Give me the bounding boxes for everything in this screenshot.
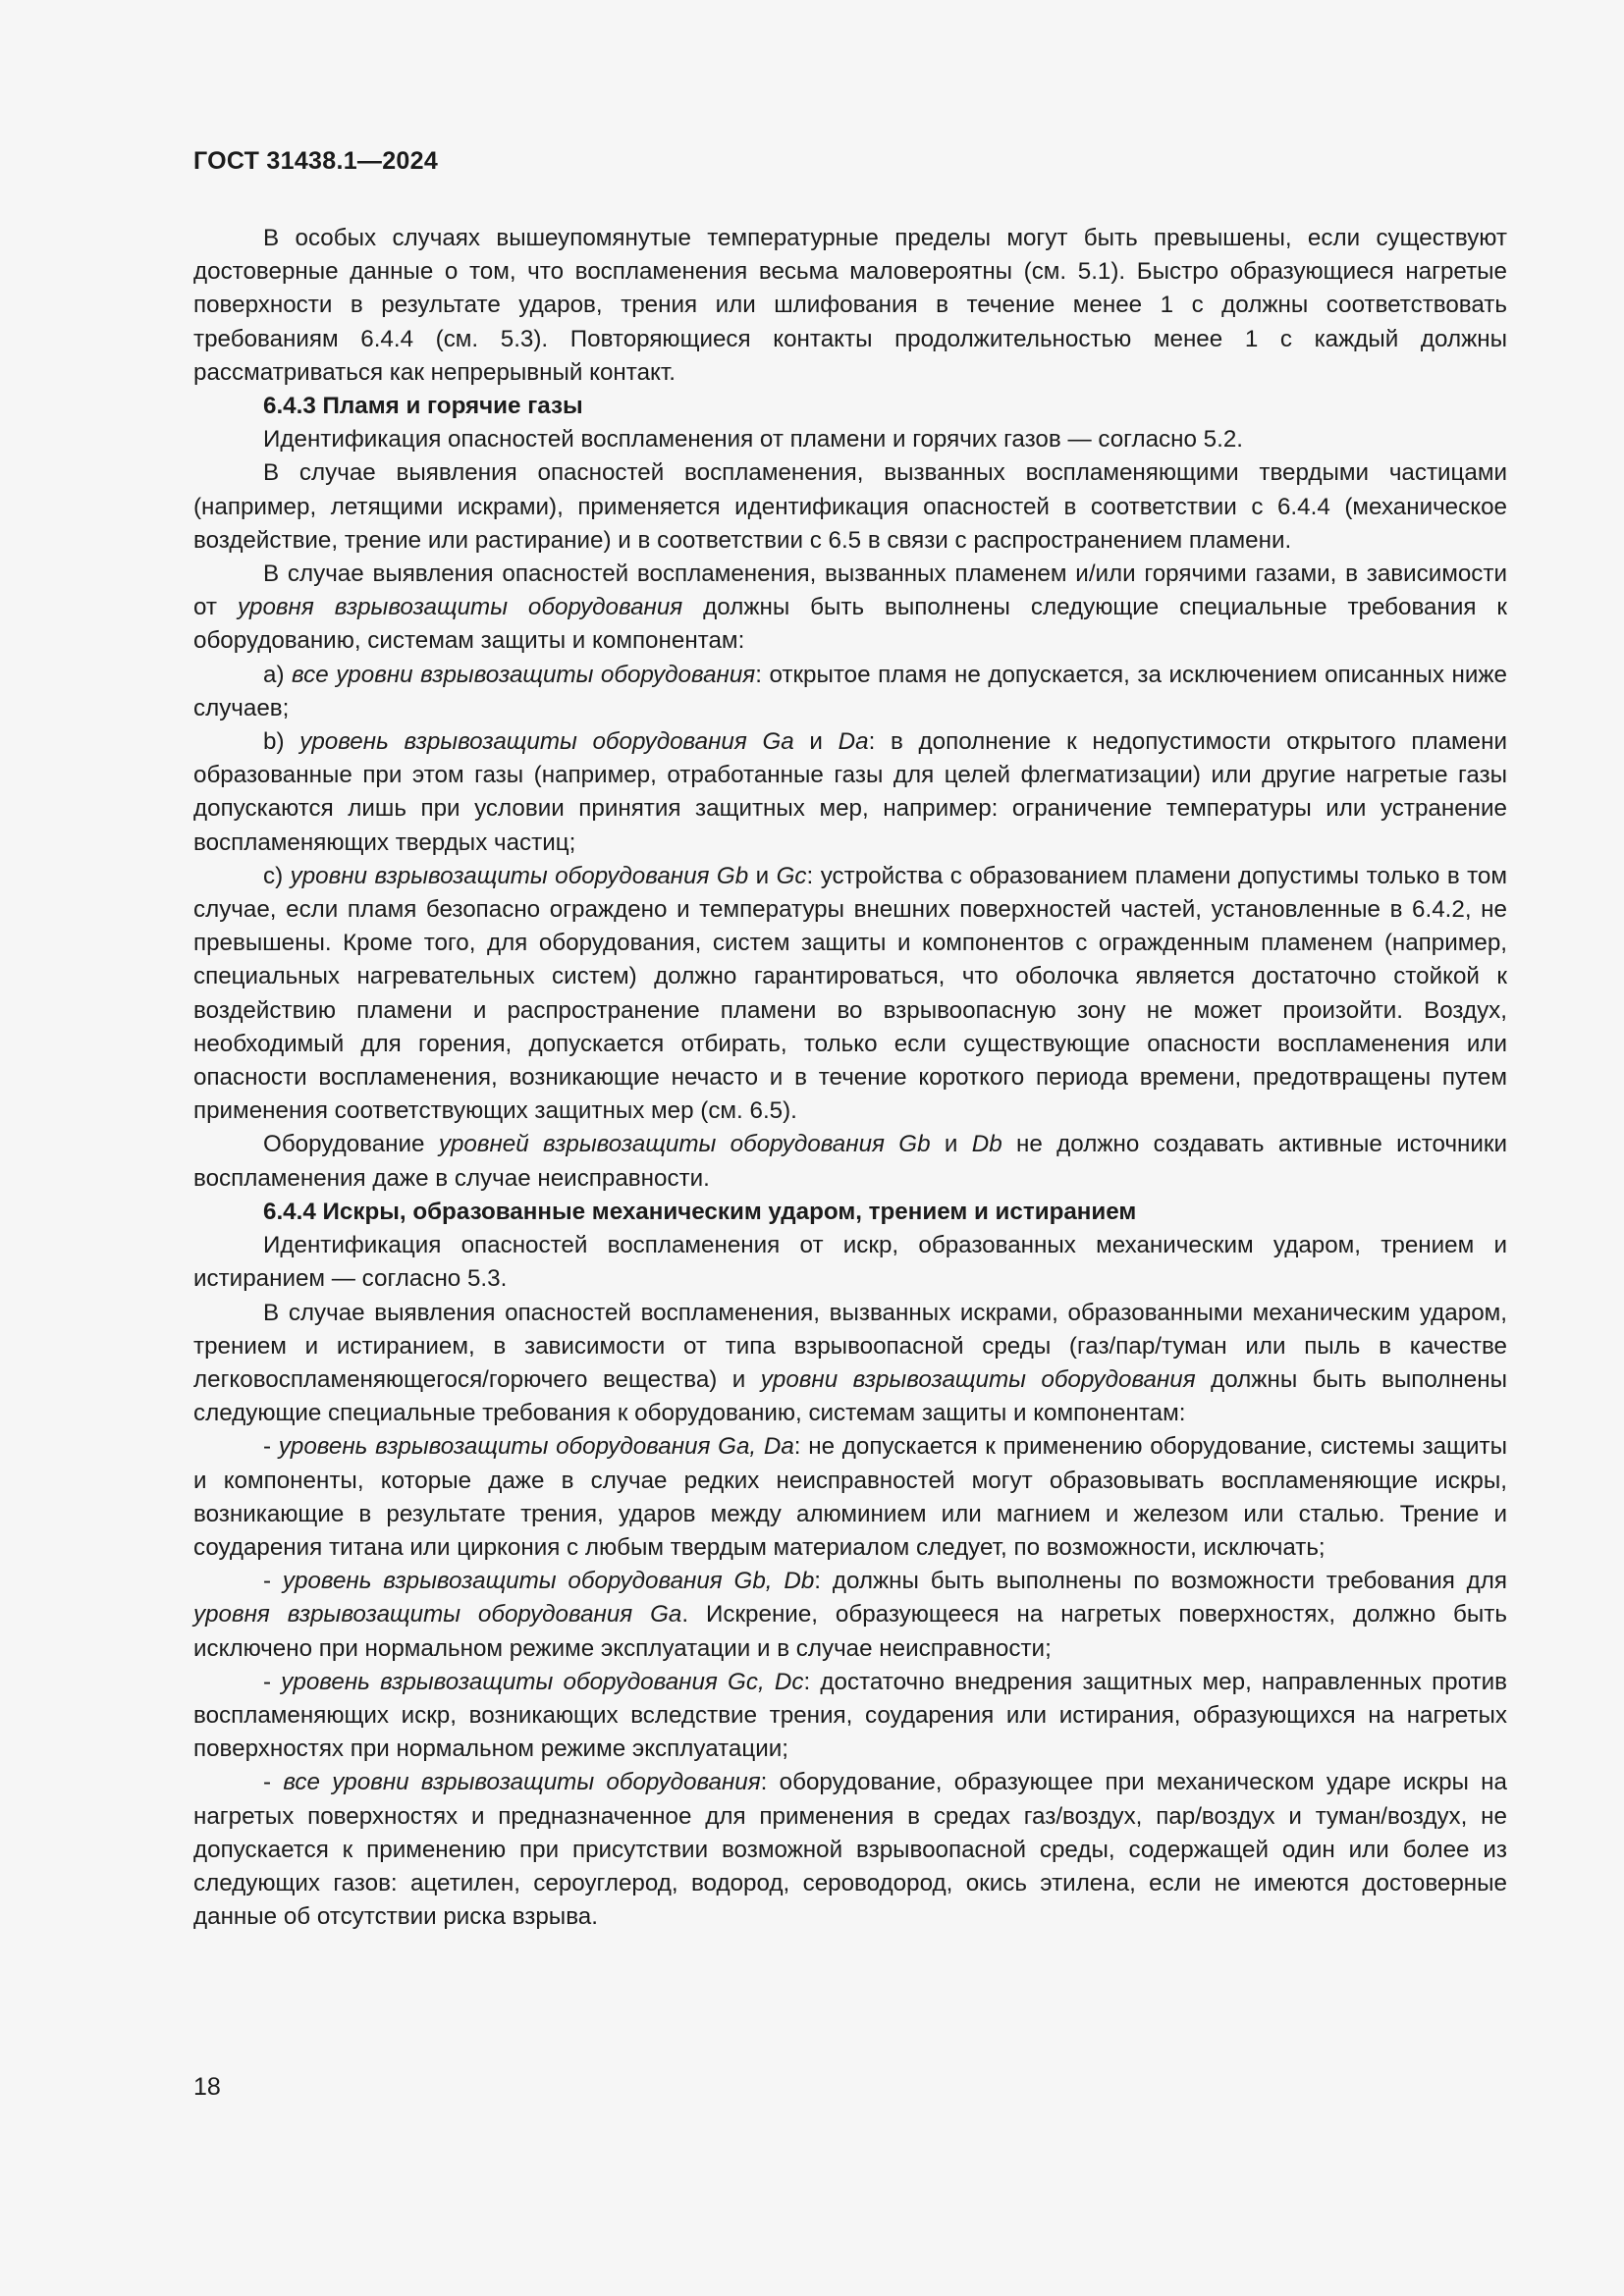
emphasis-text: уровень взрывозащиты оборудования Gb, Db: [282, 1568, 815, 1595]
paragraph-text: b): [263, 728, 300, 756]
body-paragraph: [193, 1297, 1507, 1431]
paragraph-text: 6.4.4 Искры, образованные механическим ударом, трением и истиранием: [263, 1198, 1137, 1225]
body-paragraph: [193, 1565, 1507, 1666]
paragraph-text: должны быть выполнены следующие специальные требования к оборудованию, системам защиты и компонентам:: [193, 594, 1507, 655]
paragraph-text: -: [263, 1769, 284, 1796]
emphasis-text: уровень взрывозащиты оборудования Ga, Da: [278, 1433, 794, 1461]
body-paragraph: [193, 1766, 1507, 1934]
paragraph-text: Идентификация опасностей воспламенения от искр, образованных механическим ударом, трением и истиранием — согласно 5.3.: [193, 1232, 1507, 1293]
emphasis-text: все уровни взрывозащиты оборудования: [292, 661, 756, 688]
paragraph-text: не должно создавать активные источники воспламенения даже в случае неисправности.: [193, 1131, 1508, 1192]
paragraph-text: В особых случаях вышеупомянутые температурные пределы могут быть превышены, если существуют достоверные данные о том, что воспламенения весьма маловероятны (см. 5.1). Быстро образующиеся нагретые поверхности в результате ударов, трения или шлифования в течение менее 1 с должны соответствовать требованиям 6.4.4 (см. 5.3). Повторяющиеся контакты продолжительностью менее 1 с каждый должны рассматриваться как непрерывный контакт.: [193, 225, 1507, 386]
emphasis-text: уровня взрывозащиты оборудования Ga: [193, 1601, 682, 1629]
paragraph-text: Оборудование: [263, 1131, 439, 1158]
body-paragraph: [193, 659, 1507, 725]
emphasis-text: уровня взрывозащиты оборудования: [237, 594, 683, 621]
body-paragraph: [193, 1229, 1507, 1296]
body-paragraph: [193, 423, 1507, 456]
paragraph-text: и: [930, 1131, 972, 1158]
emphasis-text: уровней взрывозащиты оборудования Gb: [438, 1131, 931, 1158]
emphasis-text: уровень взрывозащиты оборудования Gc, Dc: [281, 1668, 804, 1695]
emphasis-text: Gc: [776, 862, 807, 889]
document-body: [193, 222, 1507, 1934]
body-paragraph: [193, 456, 1507, 558]
paragraph-text: Идентификация опасностей воспламенения от пламени и горячих газов — согласно 5.2.: [263, 426, 1243, 454]
paragraph-text: : должны быть выполнены по возможности требования для: [814, 1568, 1507, 1595]
emphasis-text: все уровни взрывозащиты оборудования: [283, 1769, 761, 1796]
body-paragraph: [193, 860, 1507, 1129]
emphasis-text: уровни взрывозащиты оборудования: [760, 1365, 1196, 1393]
paragraph-text: и: [748, 862, 777, 889]
body-paragraph: [193, 725, 1507, 860]
section-heading: [193, 1196, 1507, 1229]
paragraph-text: . Искрение, образующееся на нагретых поверхностях, должно быть исключено при нормальном режиме эксплуатации и в случае неисправности;: [193, 1601, 1507, 1662]
emphasis-text: уровень взрывозащиты оборудования Ga: [299, 728, 794, 756]
document-header: ГОСТ 31438.1—2024: [193, 147, 439, 175]
body-paragraph: [193, 558, 1507, 659]
body-paragraph: [193, 222, 1507, 390]
paragraph-text: : открытое пламя не допускается, за исключением описанных ниже случаев;: [193, 661, 1507, 721]
paragraph-text: : оборудование, образующее при механическом ударе искры на нагретых поверхностях и предназначенное для применения в средах газ/воздух, пар/воздух и туман/воздух, не допускается к применению при присутствии возможной взрывоопасной среды, содержащей один или более из следующих газов: ацетилен, сероуглерод, водород, сероводород, окись этилена, если не имеются достоверные данные об отсутствии риска взрыва.: [193, 1769, 1507, 1931]
emphasis-text: Db: [971, 1131, 1002, 1158]
paragraph-text: должны быть выполнены следующие специальные требования к оборудованию, системам защиты и компонентам:: [193, 1365, 1507, 1427]
paragraph-text: В случае выявления опасностей воспламенения, вызванных искрами, образованными механическим ударом, трением и истиранием, в зависимости от типа взрывоопасной среды (газ/пар/туман или пыль в качестве легковоспламеняющегося/горючего вещества) и: [193, 1299, 1507, 1393]
paragraph-text: : не допускается к применению оборудование, системы защиты и компоненты, которые даже в случае редких неисправностей могут образовывать воспламеняющие искры, возникающие в результате трения, ударов между алюминием или магнием и железом или сталью. Трение и соударения титана или циркония с любым твердым материалом следует, по возможности, исключать;: [193, 1433, 1507, 1561]
emphasis-text: Da: [838, 728, 869, 756]
paragraph-text: -: [263, 1668, 282, 1695]
paragraph-text: В случае выявления опасностей воспламенения, вызванных пламенем и/или горячими газами, в зависимости от: [193, 561, 1507, 621]
body-paragraph: [193, 1666, 1507, 1767]
body-paragraph: [193, 1128, 1507, 1195]
emphasis-text: уровни взрывозащиты оборудования Gb: [290, 862, 749, 889]
section-heading: [193, 390, 1507, 423]
paragraph-text: a): [263, 661, 293, 688]
paragraph-text: -: [263, 1433, 279, 1461]
paragraph-text: В случае выявления опасностей воспламенения, вызванных воспламеняющими твердыми частицами (например, летящими искрами), применяется идентификация опасностей в соответствии с 6.4.4 (механическое воздействие, трение или растирание) и в соответствии с 6.5 в связи с распространением пламени.: [193, 459, 1507, 554]
body-paragraph: [193, 1430, 1507, 1565]
paragraph-text: c): [263, 862, 291, 889]
paragraph-text: 6.4.3 Пламя и горячие газы: [263, 393, 583, 420]
paragraph-text: : в дополнение к недопустимости открытого пламени образованные при этом газы (например, отработанные газы для целей флегматизации) или другие нагретые газы допускаются лишь при условии принятия защитных мер, например: ограничение температуры или устранение воспламеняющих твердых частиц;: [193, 728, 1507, 856]
paragraph-text: : достаточно внедрения защитных мер, направленных против воспламеняющих искр, возникающих вследствие трения, соударения или истирания, образующихся на нагретых поверхностях при нормальном режиме эксплуатации;: [193, 1668, 1507, 1763]
paragraph-text: -: [263, 1568, 283, 1595]
page-number: 18: [193, 2073, 221, 2101]
paragraph-text: и: [793, 728, 839, 756]
paragraph-text: : устройства с образованием пламени допустимы только в том случае, если пламя безопасно ограждено и температуры внешних поверхностей частей, установленные в 6.4.2, не превышены. Кроме того, для оборудования, систем защиты и компонентов с огражденным пламенем (например, специальных нагревательных систем) должно гарантироваться, что оболочка является достаточно стойкой к воздействию пламени и распространение пламени во взрывоопасную зону не может произойти. Воздух, необходимый для горения, допускается отбирать, только если существующие опасности воспламенения или опасности воспламенения, возникающие нечасто и в течение короткого периода времени, предотвращены путем применения соответствующих защитных мер (см. 6.5).: [193, 862, 1508, 1125]
